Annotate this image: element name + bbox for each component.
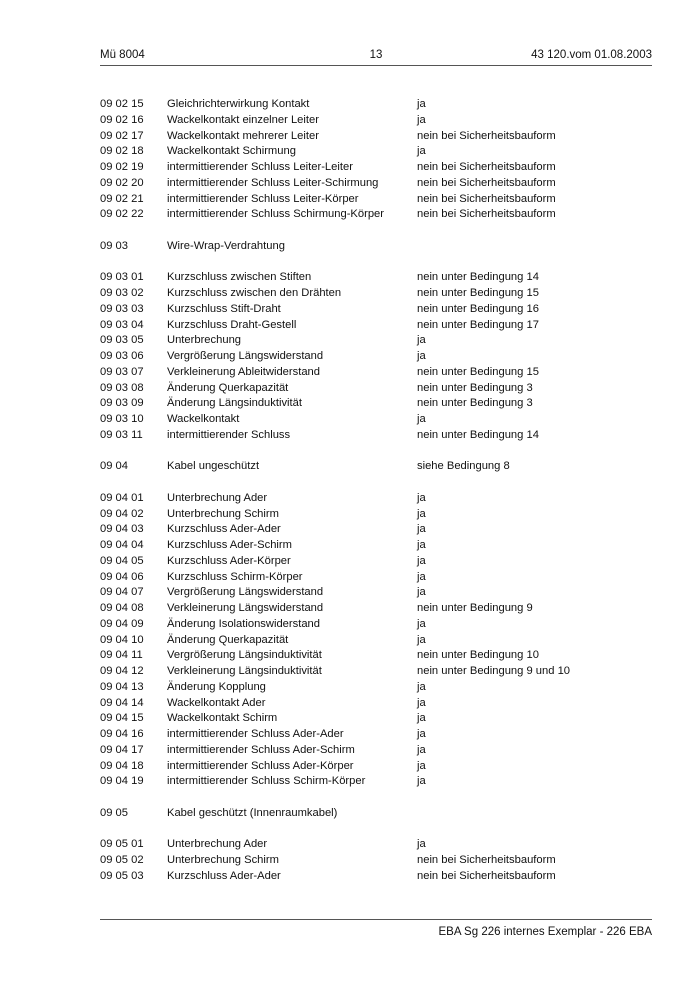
table-row — [100, 774, 660, 790]
row-description: intermittierender Schluss Leiter-Schirmung — [167, 176, 379, 189]
row-value: ja — [417, 617, 426, 630]
row-code: 09 04 — [100, 460, 128, 473]
row-value: nein unter Bedingung 3 — [417, 397, 533, 410]
row-code: 09 04 08 — [100, 602, 144, 614]
table-row — [100, 192, 660, 208]
table-row — [100, 270, 660, 286]
row-value: ja — [417, 145, 426, 158]
row-code: 09 03 02 — [100, 287, 144, 299]
row-value: ja — [417, 696, 426, 709]
row-value: ja — [417, 113, 426, 126]
row-description: Unterbrechung Schirm — [167, 854, 279, 866]
row-value: nein unter Bedingung 9 — [417, 602, 533, 614]
row-value: nein unter Bedingung 15 — [417, 365, 539, 378]
row-description: intermittierender Schluss — [167, 428, 291, 441]
row-value: ja — [417, 838, 426, 851]
row-code: 09 03 09 — [100, 397, 144, 410]
row-value: nein bei Sicherheitsbauform — [417, 129, 556, 142]
table-row — [100, 365, 660, 381]
row-code: 09 05 01 — [100, 838, 144, 851]
table-row — [100, 333, 660, 349]
row-code: 09 02 19 — [100, 161, 144, 173]
table-row — [100, 349, 660, 365]
table-row — [100, 302, 660, 318]
row-description: Unterbrechung Schirm — [167, 507, 279, 520]
page-number: 13 — [369, 49, 383, 61]
row-code: 09 03 03 — [100, 302, 144, 315]
row-code: 09 04 17 — [100, 743, 144, 756]
table-row — [100, 554, 660, 570]
row-code: 09 04 06 — [100, 570, 144, 583]
row-code: 09 03 05 — [100, 334, 144, 347]
row-code: 09 04 19 — [100, 775, 144, 788]
table-row — [100, 176, 660, 192]
row-description: intermittierender Schluss Schirm-Körper — [167, 775, 366, 788]
row-value: ja — [417, 570, 426, 583]
row-code: 09 03 04 — [100, 318, 144, 331]
row-value: ja — [417, 539, 426, 551]
page-footer — [100, 919, 652, 938]
row-description: Kurzschluss Ader-Ader — [167, 869, 281, 882]
table-row — [100, 381, 660, 397]
row-value: ja — [417, 728, 426, 740]
row-description: Änderung Querkapazität — [167, 381, 289, 394]
row-value: nein unter Bedingung 9 und 10 — [417, 665, 571, 677]
row-code: 09 04 03 — [100, 523, 144, 536]
row-code: 09 04 05 — [100, 554, 144, 567]
row-value: siehe Bedingung 8 — [417, 460, 510, 473]
row-code: 09 02 22 — [100, 208, 144, 221]
table-row — [100, 743, 660, 759]
table-row — [100, 759, 660, 775]
row-description: Unterbrechung Ader — [167, 491, 268, 504]
row-code: 09 02 21 — [100, 192, 144, 205]
row-value: ja — [417, 98, 426, 110]
row-description: Kurzschluss Ader-Schirm — [167, 539, 292, 551]
row-value: ja — [417, 554, 426, 567]
row-value: nein unter Bedingung 14 — [417, 271, 539, 284]
table-row — [100, 617, 660, 633]
row-description: intermittierender Schluss Ader-Ader — [167, 728, 344, 740]
row-code: 09 02 20 — [100, 176, 144, 189]
row-code: 09 03 07 — [100, 365, 144, 378]
table-row — [100, 680, 660, 696]
row-value: nein bei Sicherheitsbauform — [417, 208, 556, 221]
row-value: ja — [417, 507, 426, 520]
row-description: Änderung Isolationswiderstand — [167, 617, 320, 630]
row-value: nein bei Sicherheitsbauform — [417, 192, 556, 205]
table-row — [100, 160, 660, 176]
row-code: 09 04 12 — [100, 665, 144, 677]
row-code: 09 02 15 — [100, 98, 144, 110]
row-description: Unterbrechung Ader — [167, 838, 268, 851]
row-value: nein unter Bedingung 16 — [417, 302, 539, 315]
row-description: Änderung Längsinduktivität — [167, 397, 302, 410]
row-description: Vergrößerung Längswiderstand — [167, 586, 324, 599]
document-id: Mü 8004 — [100, 49, 145, 61]
row-description: intermittierender Schluss Leiter-Leiter — [167, 161, 353, 173]
row-description: Kabel ungeschützt — [167, 460, 260, 473]
row-code: 09 04 04 — [100, 539, 144, 551]
row-description: Wackelkontakt Schirmung — [167, 145, 296, 158]
row-value: nein unter Bedingung 14 — [417, 428, 539, 441]
row-code: 09 03 01 — [100, 271, 144, 284]
row-description: Gleichrichterwirkung Kontakt — [167, 98, 310, 110]
row-value: nein unter Bedingung 10 — [417, 649, 539, 662]
row-value: nein bei Sicherheitsbauform — [417, 161, 556, 173]
row-description: intermittierender Schluss Leiter-Körper — [167, 192, 359, 205]
row-description: Wackelkontakt einzelner Leiter — [167, 113, 319, 126]
row-description: intermittierender Schluss Ader-Schirm — [167, 743, 355, 756]
table-row — [100, 538, 660, 554]
row-code: 09 04 02 — [100, 507, 144, 520]
row-value: ja — [417, 743, 426, 756]
row-value: ja — [417, 350, 426, 362]
row-value: ja — [417, 413, 426, 425]
row-description: Kurzschluss Draht-Gestell — [167, 318, 297, 331]
section-heading-row — [100, 806, 660, 822]
row-code: 09 04 07 — [100, 586, 144, 599]
row-value: nein bei Sicherheitsbauform — [417, 869, 556, 882]
table-row — [100, 648, 660, 664]
row-code: 09 04 01 — [100, 491, 144, 504]
row-description: Wackelkontakt — [167, 413, 240, 425]
table-row — [100, 286, 660, 302]
row-value: nein unter Bedingung 3 — [417, 381, 533, 394]
row-description: Wackelkontakt Schirm — [167, 712, 278, 725]
table-row — [100, 144, 660, 160]
table-row — [100, 696, 660, 712]
table-row — [100, 585, 660, 601]
row-code: 09 05 — [100, 806, 128, 819]
row-value: ja — [417, 680, 426, 693]
row-value: ja — [417, 334, 426, 347]
row-code: 09 04 18 — [100, 759, 144, 772]
section-heading-row — [100, 239, 660, 255]
table-row — [100, 113, 660, 129]
row-code: 09 05 03 — [100, 869, 144, 882]
row-value: ja — [417, 759, 426, 772]
fault-table — [100, 97, 660, 885]
table-row — [100, 711, 660, 727]
row-code: 09 04 10 — [100, 633, 144, 646]
footer-note: EBA Sg 226 internes Exemplar - 226 EBA — [438, 926, 652, 938]
row-code: 09 02 16 — [100, 113, 144, 126]
row-description: Unterbrechung — [167, 334, 242, 347]
row-value: nein unter Bedingung 17 — [417, 318, 539, 331]
table-row — [100, 428, 660, 444]
table-row — [100, 853, 660, 869]
row-description: Kabel geschützt (Innenraumkabel) — [167, 806, 338, 819]
row-description: Änderung Kopplung — [167, 680, 266, 693]
document-date: 43 120.vom 01.08.2003 — [531, 49, 652, 61]
row-value: ja — [417, 633, 426, 646]
row-value: ja — [417, 586, 426, 599]
table-row — [100, 633, 660, 649]
row-description: intermittierender Schluss Ader-Körper — [167, 759, 354, 772]
row-code: 09 03 — [100, 239, 128, 252]
row-value: nein bei Sicherheitsbauform — [417, 854, 556, 866]
table-row — [100, 570, 660, 586]
table-row — [100, 837, 660, 853]
row-description: Verkleinerung Längsinduktivität — [167, 665, 322, 677]
row-code: 09 03 08 — [100, 381, 144, 394]
row-code: 09 04 09 — [100, 617, 144, 630]
row-code: 09 03 10 — [100, 413, 144, 425]
row-value: nein bei Sicherheitsbauform — [417, 176, 556, 189]
table-row — [100, 522, 660, 538]
row-description: Wackelkontakt mehrerer Leiter — [167, 129, 319, 142]
row-description: Kurzschluss Ader-Ader — [167, 523, 281, 536]
table-row — [100, 491, 660, 507]
row-description: Kurzschluss zwischen den Drähten — [167, 287, 342, 299]
row-value: ja — [417, 712, 426, 725]
row-description: Vergrößerung Längswiderstand — [167, 350, 324, 362]
row-description: Wire-Wrap-Verdrahtung — [167, 239, 285, 252]
row-code: 09 04 16 — [100, 728, 144, 740]
row-description: intermittierender Schluss Schirmung-Körper — [167, 208, 384, 221]
row-code: 09 02 17 — [100, 129, 144, 142]
section-heading-row — [100, 459, 660, 475]
row-description: Verkleinerung Ableitwiderstand — [167, 365, 320, 378]
table-row — [100, 601, 660, 617]
table-row — [100, 412, 660, 428]
row-description: Wackelkontakt Ader — [167, 696, 266, 709]
row-code: 09 05 02 — [100, 854, 144, 866]
row-code: 09 04 15 — [100, 712, 144, 725]
row-description: Kurzschluss Ader-Körper — [167, 554, 291, 567]
row-description: Kurzschluss zwischen Stiften — [167, 271, 312, 284]
row-value: ja — [417, 523, 426, 536]
row-description: Änderung Querkapazität — [167, 633, 289, 646]
table-row — [100, 664, 660, 680]
row-code: 09 03 11 — [100, 428, 143, 441]
table-row — [100, 396, 660, 412]
row-code: 09 03 06 — [100, 350, 144, 362]
table-row — [100, 727, 660, 743]
table-row — [100, 129, 660, 145]
row-code: 09 04 11 — [100, 649, 143, 662]
table-row — [100, 507, 660, 523]
table-row — [100, 869, 660, 885]
row-code: 09 04 14 — [100, 696, 144, 709]
row-value: nein unter Bedingung 15 — [417, 287, 539, 299]
row-value: ja — [417, 775, 426, 788]
row-description: Kurzschluss Stift-Draht — [167, 302, 281, 315]
row-description: Vergrößerung Längsinduktivität — [167, 649, 322, 662]
row-code: 09 04 13 — [100, 680, 144, 693]
table-row — [100, 97, 660, 113]
table-row — [100, 318, 660, 334]
page-header — [100, 49, 652, 66]
table-row — [100, 207, 660, 223]
row-description: Kurzschluss Schirm-Körper — [167, 570, 303, 583]
row-value: ja — [417, 491, 426, 504]
row-description: Verkleinerung Längswiderstand — [167, 602, 324, 614]
row-code: 09 02 18 — [100, 145, 144, 158]
